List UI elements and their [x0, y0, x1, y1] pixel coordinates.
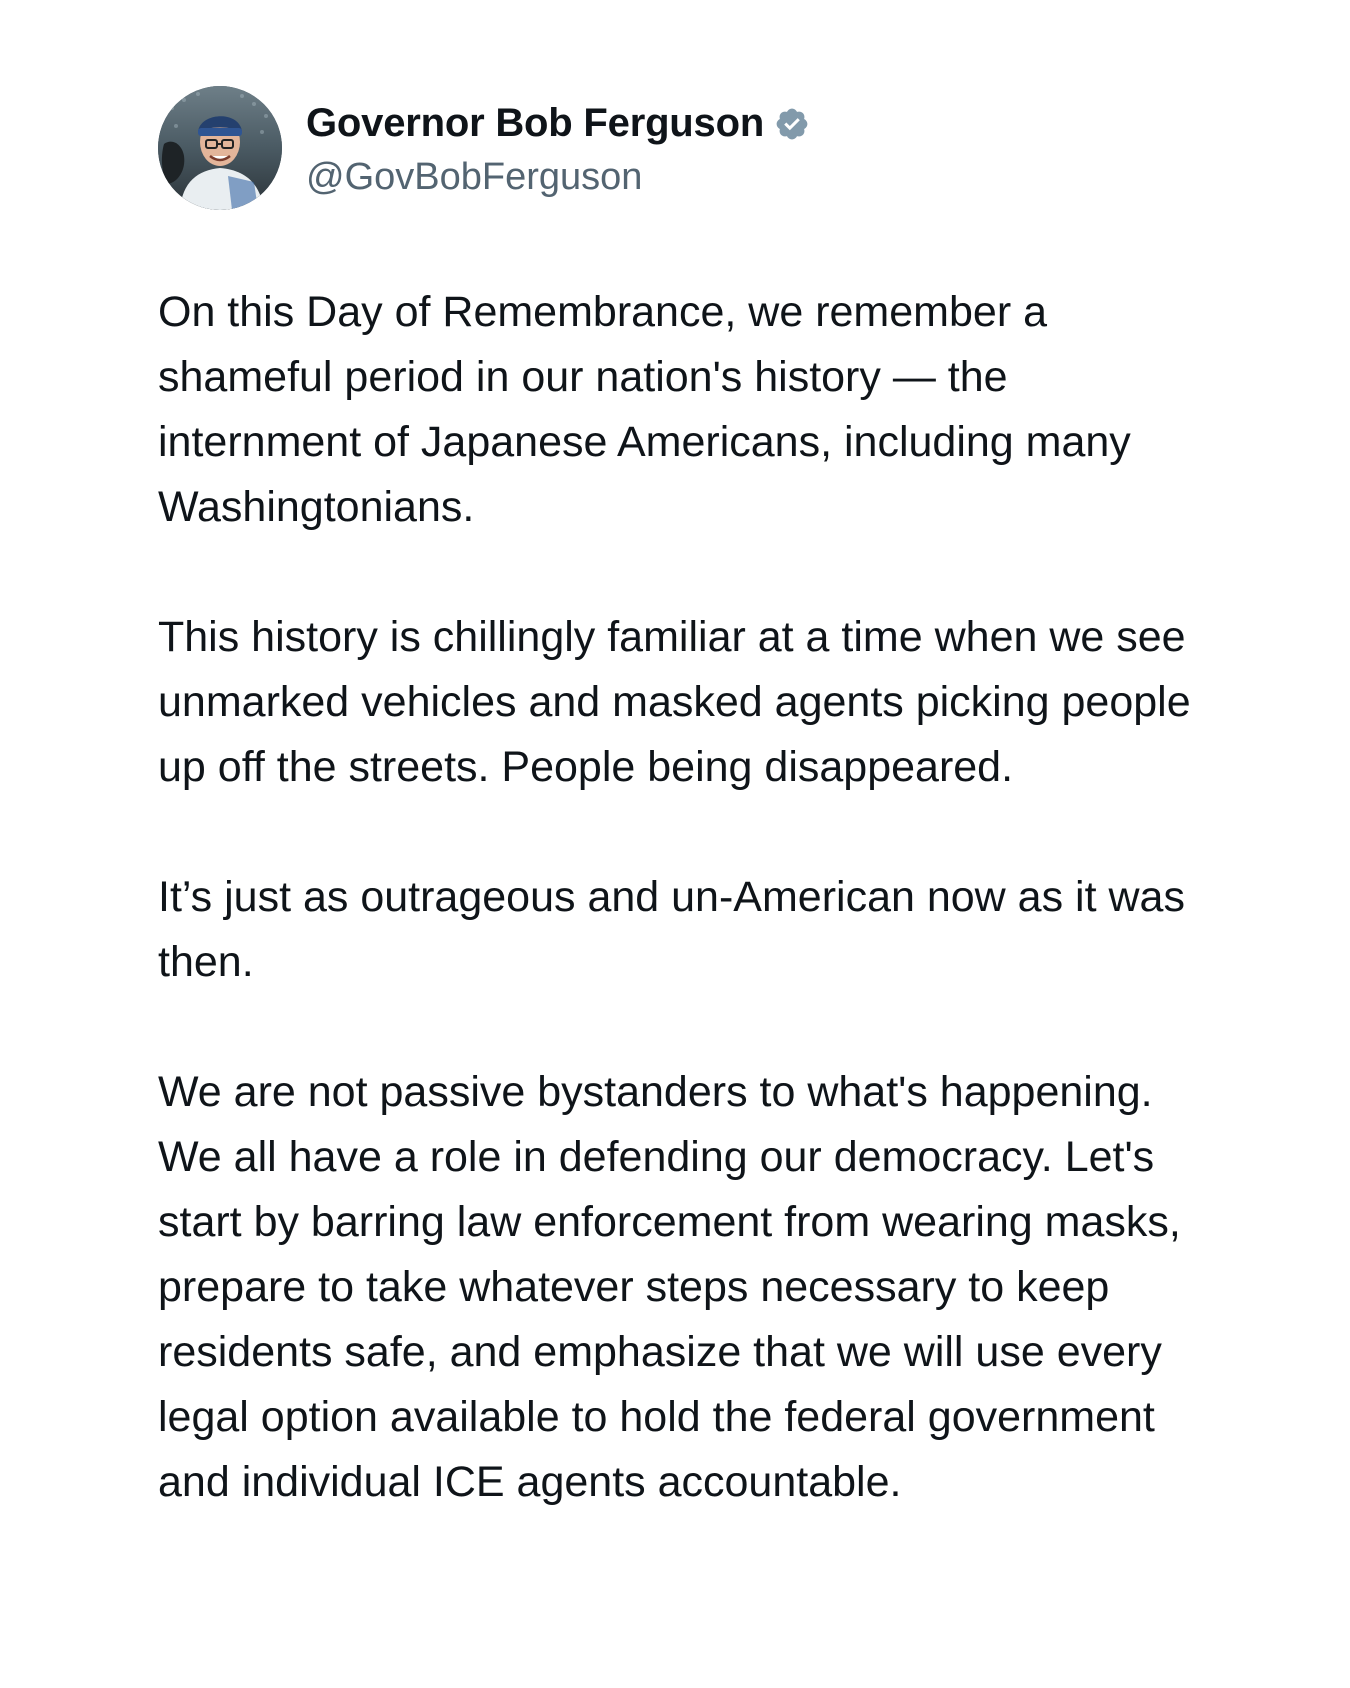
- post-header: [158, 86, 1218, 210]
- post-paragraph: We are not passive bystanders to what's happening. We all have a role in defending our democracy. Let's start by barring law enforcement from wearing masks, prepare to take whatever steps necessary to keep residents safe, and emphasize that we will use every legal option available to hold the federal government and individual ICE agents accountable.: [158, 1068, 1181, 1506]
- post-text: [158, 280, 1218, 1515]
- author-name-row: [306, 98, 810, 150]
- post-paragraph: It’s just as outrageous and un-American now as it was then.: [158, 873, 1185, 986]
- post-paragraph: This history is chillingly familiar at a time when we see unmarked vehicles and masked agents picking people up off the streets. People being disappeared.: [158, 613, 1191, 791]
- avatar-photo: [158, 86, 282, 210]
- author-block: [306, 98, 810, 199]
- author-handle[interactable]: @GovBobFerguson: [306, 155, 643, 198]
- avatar[interactable]: [158, 86, 282, 210]
- author-display-name[interactable]: Governor Bob Ferguson: [306, 101, 765, 145]
- post-card: [158, 86, 1218, 1515]
- verified-badge-icon[interactable]: [774, 106, 810, 142]
- post-paragraph: On this Day of Remembrance, we remember a shameful period in our nation's history — the internment of Japanese Americans, including many Washingtonians.: [158, 288, 1131, 531]
